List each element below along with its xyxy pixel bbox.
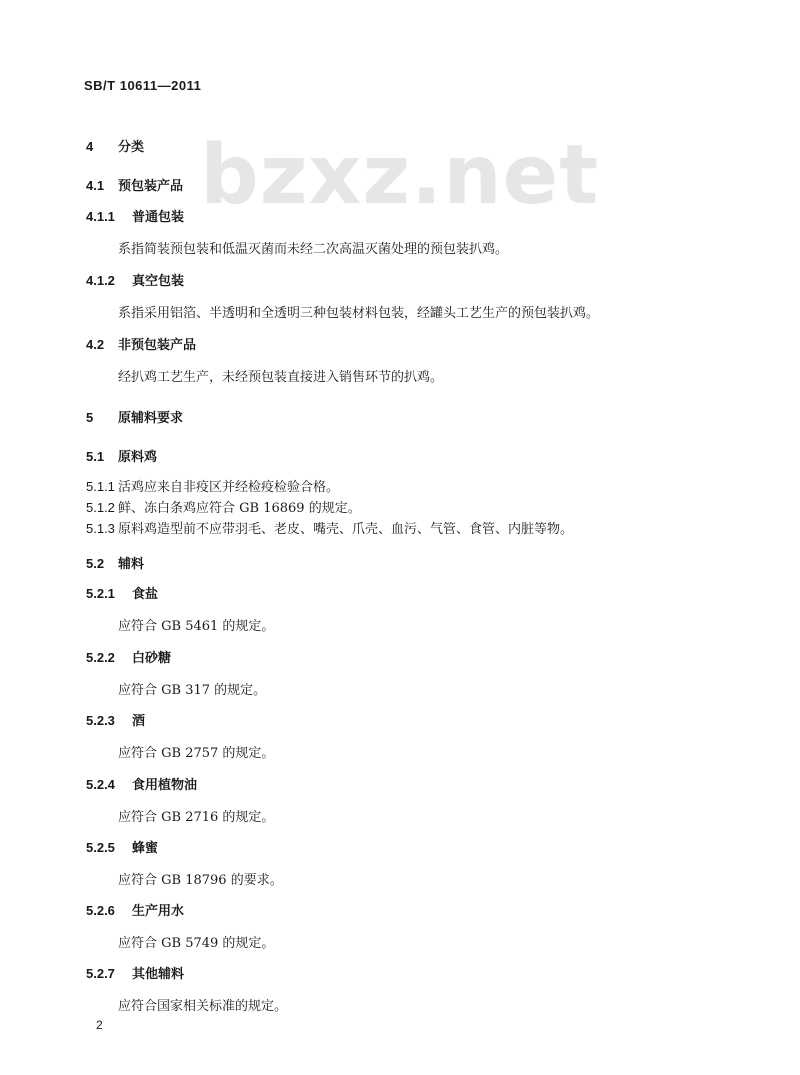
section-title: 预包装产品: [118, 179, 184, 194]
page-number: 2: [96, 1018, 103, 1032]
section-title: 其他辅料: [132, 967, 185, 982]
section-5-2-7-heading: [86, 963, 184, 982]
section-4-1-2-heading: [86, 270, 184, 289]
section-4-heading: [86, 136, 144, 155]
section-title: 普通包装: [132, 210, 185, 225]
section-number: 5.2.7: [86, 966, 115, 981]
section-5-2-1-text: 应符合 GB 5461 的规定。: [118, 619, 275, 634]
section-number: 5.2.1: [86, 586, 115, 601]
section-number: 5.2.6: [86, 903, 115, 918]
section-5-2-7-text: 应符合国家相关标准的规定。: [118, 999, 288, 1014]
section-5-2-2-heading: [86, 647, 171, 666]
clause-text: 鲜、冻白条鸡应符合 GB 16869 的规定。: [118, 501, 361, 516]
section-number: 5: [86, 410, 94, 425]
section-title: 真空包装: [132, 274, 185, 289]
section-number: 4.1.2: [86, 273, 115, 288]
section-5-heading: [86, 407, 183, 426]
section-number: 5.2.5: [86, 840, 115, 855]
section-number: 5.2.4: [86, 777, 115, 792]
section-number: 5.2.2: [86, 650, 115, 665]
clause-5-1-3: [86, 518, 573, 537]
clause-number: 5.1.3: [86, 521, 115, 536]
section-title: 酒: [132, 714, 146, 729]
section-number: 4: [86, 139, 94, 154]
watermark: bzxz.net: [200, 128, 600, 223]
section-4-1-heading: [86, 175, 183, 194]
section-number: 4.2: [86, 337, 105, 352]
section-title: 原料鸡: [118, 450, 158, 465]
section-number: 4.1.1: [86, 209, 115, 224]
section-5-2-5-text: 应符合 GB 18796 的要求。: [118, 873, 283, 888]
section-4-1-2-text: 系指采用铝箔、半透明和全透明三种包装材料包装，经罐头工艺生产的预包装扒鸡。: [118, 306, 600, 321]
section-5-2-4-heading: [86, 774, 197, 793]
section-title: 原辅料要求: [118, 411, 184, 426]
section-5-2-4-text: 应符合 GB 2716 的规定。: [118, 810, 275, 825]
section-4-1-1-heading: [86, 206, 184, 225]
section-title: 辅料: [118, 557, 145, 572]
section-title: 蜂蜜: [132, 841, 159, 856]
section-number: 5.2.3: [86, 713, 115, 728]
section-5-2-heading: [86, 553, 144, 572]
section-number: 4.1: [86, 178, 105, 193]
section-number: 5.1: [86, 449, 105, 464]
section-title: 食盐: [132, 587, 159, 602]
clause-number: 5.1.1: [86, 479, 115, 494]
section-5-2-1-heading: [86, 583, 158, 602]
clause-5-1-2: [86, 497, 361, 516]
clause-text: 活鸡应来自非疫区并经检疫检验合格。: [118, 480, 340, 495]
section-title: 非预包装产品: [118, 338, 197, 353]
section-5-1-heading: [86, 446, 157, 465]
standard-code: SB/T 10611—2011: [84, 78, 202, 93]
section-5-2-3-text: 应符合 GB 2757 的规定。: [118, 746, 275, 761]
section-title: 食用植物油: [132, 778, 198, 793]
section-title: 生产用水: [132, 904, 185, 919]
section-5-2-3-heading: [86, 710, 145, 729]
section-5-2-2-text: 应符合 GB 317 的规定。: [118, 683, 267, 698]
section-5-2-6-text: 应符合 GB 5749 的规定。: [118, 936, 275, 951]
section-4-2-heading: [86, 334, 196, 353]
section-5-2-5-heading: [86, 837, 158, 856]
clause-text: 原料鸡造型前不应带羽毛、老皮、嘴壳、爪壳、血污、气管、食管、内脏等物。: [118, 522, 574, 537]
section-number: 5.2: [86, 556, 105, 571]
section-4-2-text: 经扒鸡工艺生产，未经预包装直接进入销售环节的扒鸡。: [118, 370, 444, 385]
clause-5-1-1: [86, 476, 339, 495]
section-title: 分类: [118, 140, 145, 155]
clause-number: 5.1.2: [86, 500, 115, 515]
section-5-2-6-heading: [86, 900, 184, 919]
section-title: 白砂糖: [132, 651, 172, 666]
section-4-1-1-text: 系指简装预包装和低温灭菌而未经二次高温灭菌处理的预包装扒鸡。: [118, 242, 509, 257]
